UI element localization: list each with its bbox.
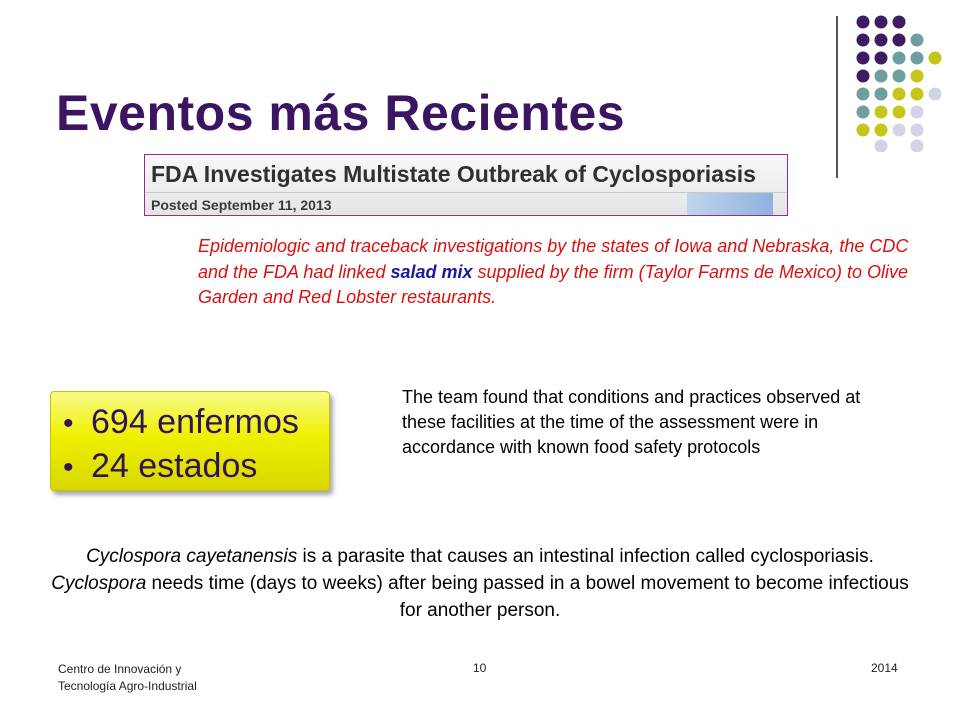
stats-list	[63, 401, 299, 489]
dot-row-2	[857, 34, 924, 47]
dot-row-3	[857, 52, 942, 65]
dot-row-7	[857, 124, 924, 137]
cyclospora-species-name: Cyclospora cayetanensis	[86, 546, 298, 567]
cyclospora-text2: needs time (days to weeks) after being passed in a bowel movement to become infectious for another person.	[146, 573, 909, 621]
epidemiologic-paragraph	[198, 234, 923, 311]
footer-year: 2014	[871, 661, 898, 675]
bullet-icon: •	[63, 451, 74, 484]
epi-text-part2: supplied by the firm (Taylor Farms de Mexico) to Olive Garden and Red Lobster restaurants.	[198, 261, 908, 307]
epi-highlight-salad-mix: salad mix	[390, 261, 473, 282]
dot-row-8	[875, 140, 924, 153]
cyclospora-text1: is a parasite that causes an intestinal infection called cyclosporiasis.	[297, 546, 874, 567]
team-finding-paragraph: The team found that conditions and practices observed at these facilities at the time of the assessment were in accordance with known food safety protocols	[402, 387, 861, 457]
news-headline: FDA Investigates Multistate Outbreak of Cyclosporiasis	[151, 161, 756, 187]
slide-title: Eventos más Recientes	[56, 85, 626, 141]
news-posted-date: Posted September 11, 2013	[151, 197, 332, 213]
news-image-fragment	[687, 193, 773, 215]
decorative-dot-grid	[845, 12, 955, 152]
stats-callout-box	[50, 391, 330, 491]
news-clipping	[144, 154, 788, 216]
footer-org-line1: Centro de Innovación y	[58, 662, 182, 676]
cyclospora-genus-name: Cyclospora	[51, 573, 147, 594]
cyclospora-paragraph	[50, 543, 910, 624]
stat-states-label: 24 estados	[91, 447, 258, 485]
dot-row-5	[857, 88, 942, 101]
footer-organization	[58, 661, 197, 695]
epi-text-part1: Epidemiologic and traceback investigations by the states of Iowa and Nebraska, the CDC and the FDA had linked	[198, 236, 909, 282]
dot-row-1	[857, 16, 906, 29]
footer-page-number: 10	[473, 661, 487, 675]
bullet-icon: •	[63, 407, 74, 440]
dot-row-6	[857, 106, 924, 119]
stat-item-sick	[63, 401, 299, 445]
dot-row-4	[857, 70, 924, 83]
stat-sick-label: 694 enfermos	[91, 403, 299, 441]
stat-item-states	[63, 445, 299, 489]
footer-org-line2: Tecnología Agro-Industrial	[58, 679, 197, 693]
vertical-divider	[836, 16, 838, 178]
